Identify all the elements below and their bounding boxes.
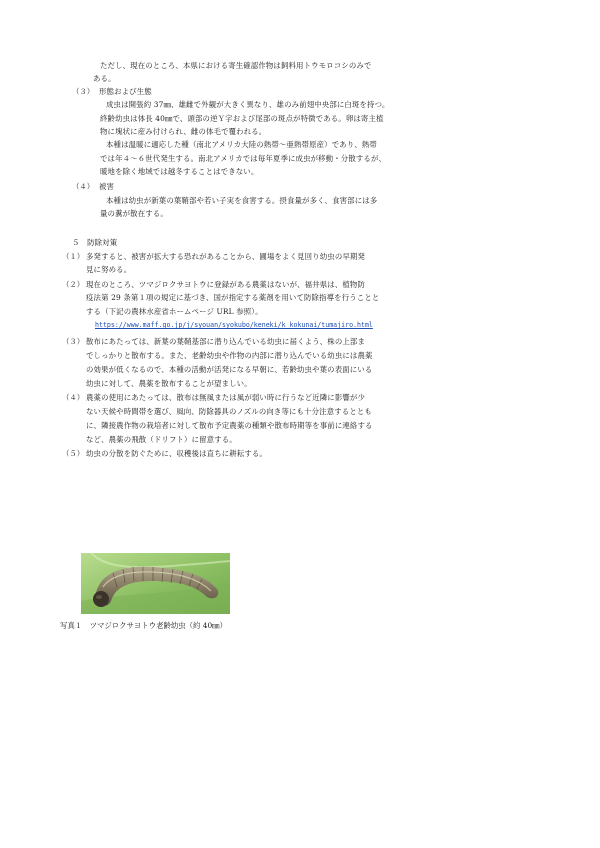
- maff-url-link[interactable]: https://www.maff.go.jp/j/syouan/syokubo/keneki/k_kokunai/tumajiro.html: [95, 321, 373, 329]
- paragraph-line: する（下記の農林水産省ホームページ URL 参照）。: [86, 307, 263, 316]
- paragraph-line: 本種は温暖に適応した種（南北アメリカ大陸の熱帯～亜熱帯原産）であり、熱帯: [106, 140, 377, 149]
- paragraph-line: 成虫は開張約 37㎜、雄雌で外観が大きく異なり、雄のみ前翅中央部に白斑を持つ。: [106, 100, 390, 109]
- paragraph-line: 疫法第 29 条第１項の規定に基づき、国が指定する薬剤を用いて防除指導を行うことと: [86, 293, 380, 302]
- paragraph-line: 物に塊状に産み付けられ、雌の体毛で覆われる。: [100, 127, 267, 136]
- paragraph-line: 幼虫に対して、農薬を散布することが望ましい。: [86, 379, 252, 388]
- paragraph-line: 暖地を除く地域では越冬することはできない。: [100, 167, 259, 176]
- paragraph-line: ただし、現在のところ、本県における寄生確認作物は飼料用トウモロコシのみで: [100, 61, 372, 70]
- paragraph-line: ある。: [93, 74, 116, 83]
- paragraph-line: 終齢幼虫は体長 40㎜で、頭部の逆Ｙ字および尾部の斑点が特徴である。卵は寄主植: [100, 114, 384, 123]
- larva-photo: [81, 553, 230, 614]
- item-label: （５）: [62, 449, 85, 458]
- paragraph-line: では年４～６世代発生する。南北アメリカでは毎年夏季に成虫が移動・分散するが、: [100, 154, 387, 163]
- paragraph-line: 多発すると、被害が拡大する恐れがあることから、圃場をよく見回り幼虫の早期発: [86, 252, 366, 261]
- paragraph-line: でしっかりと散布する。また、老齢幼虫や作物の内部に潜り込んでいる幼虫には農薬: [86, 351, 373, 360]
- paragraph-line: など、農薬の飛散（ドリフト）に留意する。: [86, 435, 237, 444]
- paragraph-line: 現在のところ、ツマジロクサヨトウに登録がある農薬はないが、福井県は、植物防: [86, 280, 366, 289]
- paragraph-line: 量の糞が散在する。: [100, 209, 168, 218]
- paragraph-line: 散布にあたっては、新葉の葉鞘基部に潜り込んでいる幼虫に届くよう、株の上部ま: [86, 337, 366, 346]
- larva-photo-illustration: [81, 553, 230, 614]
- paragraph-line: 幼虫の分散を防ぐために、収穫後は直ちに耕耘する。: [86, 449, 267, 458]
- section-label: （４）: [72, 182, 95, 191]
- item-label: （１）: [62, 252, 85, 261]
- section-title: 形態および生態: [99, 87, 152, 96]
- paragraph-line: 農薬の使用にあたっては、散布は無風または風が弱い時に行うなど近隣に影響が少: [86, 393, 366, 402]
- paragraph-line: に、隣接農作物の栽培者に対して散布予定農薬の種類や散布時期等を事前に連絡する: [86, 421, 373, 430]
- item-label: （３）: [62, 337, 85, 346]
- paragraph-line: 本種は幼虫が新葉の葉鞘部や若い子実を食害する。摂食量が多く、食害部には多: [106, 196, 378, 205]
- figure-caption: 写真１ ツマジロクサヨトウ老齢幼虫（約 40㎜）: [60, 621, 227, 630]
- section-label: （３）: [72, 87, 95, 96]
- section-heading: ５ 防除対策: [72, 238, 118, 247]
- paragraph-line: の効果が低くなるので、本種の活動が活発になる早朝に、若齢幼虫や葉の表面にいる: [86, 365, 373, 374]
- paragraph-line: ない天候や時間帯を選び、風向、防除器具のノズルの向き等にも十分注意するととも: [86, 407, 372, 416]
- section-title: 被害: [99, 182, 115, 191]
- item-label: （４）: [62, 393, 85, 402]
- paragraph-line: 見に努める。: [86, 265, 132, 274]
- item-label: （２）: [62, 280, 85, 289]
